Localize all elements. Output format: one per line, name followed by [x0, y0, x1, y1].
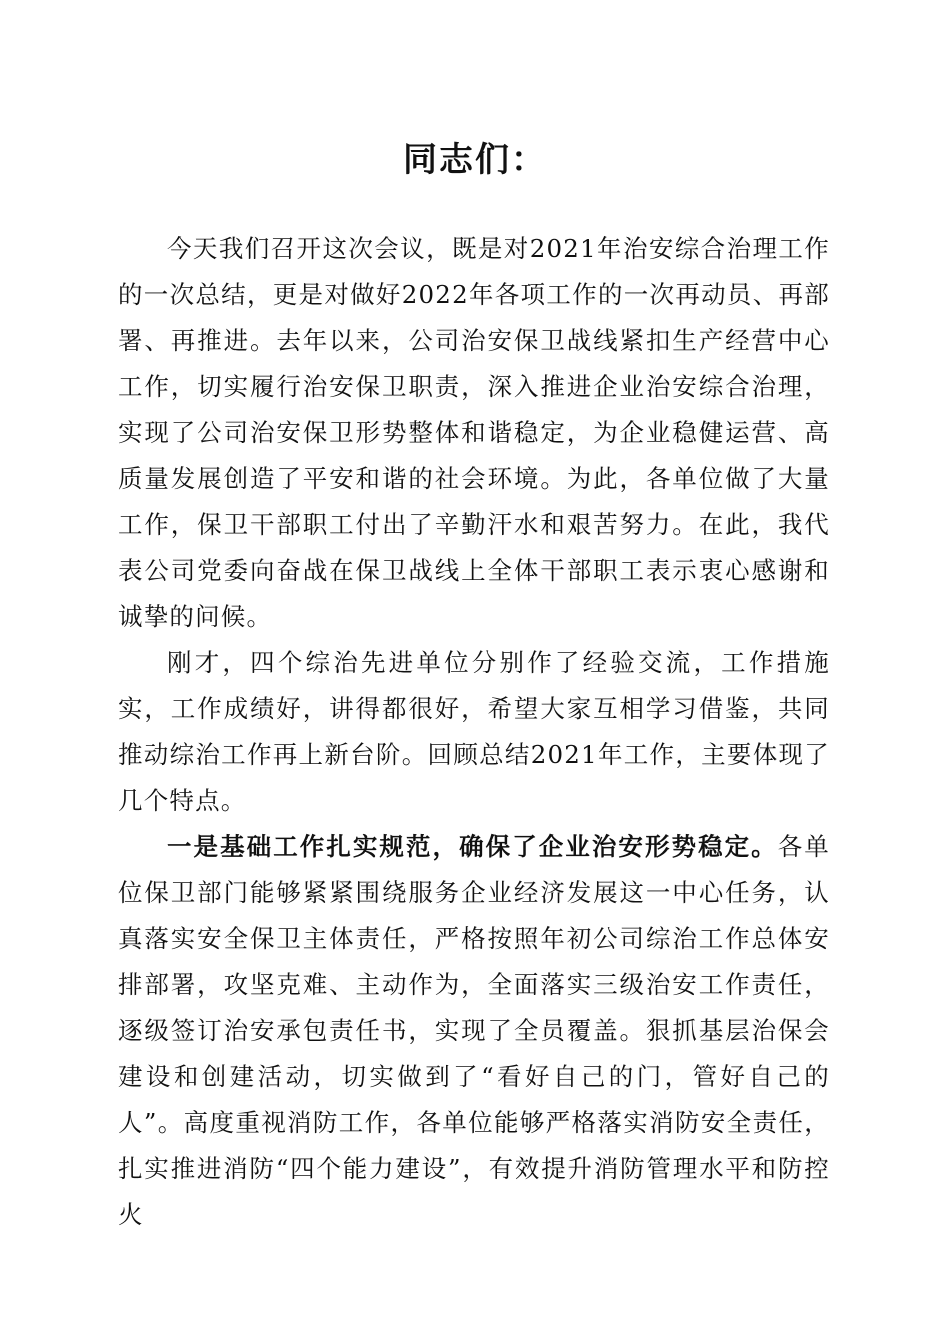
- paragraph-1: [118, 226, 830, 640]
- paragraph-2-text: 刚才，四个综治先进单位分别作了经验交流，工作措施实，工作成绩好，讲得都很好，希望大家互相学习借鉴，共同推动综治工作再上新台阶。回顾总结2021年工作，主要体现了几个特点。: [118, 648, 830, 815]
- document-title: 同志们：: [403, 140, 547, 180]
- paragraph-2: [118, 640, 830, 824]
- document-body: [118, 226, 830, 1238]
- paragraph-3-lead: 一是基础工作扎实规范，确保了企业治安形势稳定。: [167, 832, 778, 861]
- paragraph-3-text: 各单位保卫部门能够紧紧围绕服务企业经济发展这一中心任务，认真落实安全保卫主体责任，严格按照年初公司综治工作总体安排部署，攻坚克难、主动作为，全面落实三级治安工作责任，逐级签订治安承包责任书，实现了全员覆盖。狠抓基层治保会建设和创建活动，切实做到了“看好自己的门，管好自己的人”。高度重视消防工作，各单位能够严格落实消防安全责任，扎实推进消防“四个能力建设”，有效提升消防管理水平和防控火: [118, 832, 830, 1229]
- paragraph-3: [118, 824, 830, 1238]
- paragraph-1-text: 今天我们召开这次会议，既是对2021年治安综合治理工作的一次总结，更是对做好2022年各项工作的一次再动员、再部署、再推进。去年以来，公司治安保卫战线紧扣生产经营中心工作，切实履行治安保卫职责，深入推进企业治安综合治理，实现了公司治安保卫形势整体和谐稳定，为企业稳健运营、高质量发展创造了平安和谐的社会环境。为此，各单位做了大量工作，保卫干部职工付出了辛勤汗水和艰苦努力。在此，我代表公司党委向奋战在保卫战线上全体干部职工表示衷心感谢和诚挚的问候。: [118, 234, 830, 631]
